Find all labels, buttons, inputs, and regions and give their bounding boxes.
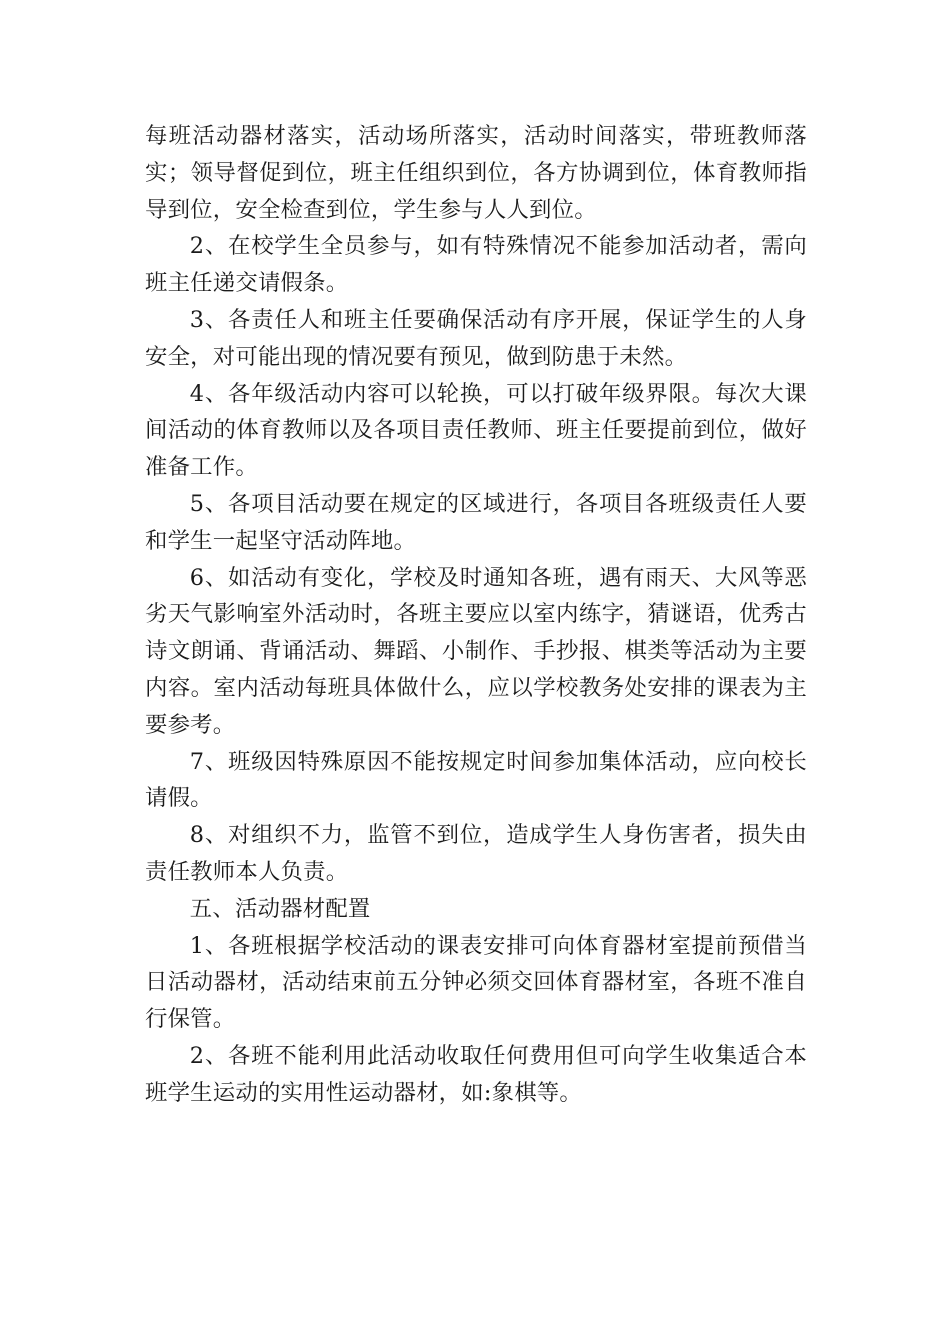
equipment-item-2: 2、各班不能利用此活动收取任何费用但可向学生收集适合本班学生运动的实用性运动器材，如:象棋等。 [145,1042,807,1106]
rule-item-7: 7、班级因特殊原因不能按规定时间参加集体活动，应向校长请假。 [145,748,807,812]
rule-item-6: 6、如活动有变化，学校及时通知各班，遇有雨天、大风等恶劣天气影响室外活动时，各班主要应以室内练字，猜谜语，优秀古诗文朗诵、背诵活动、舞蹈、小制作、手抄报、棋类等活动为主要内容。室内活动每班具体做什么，应以学校教务处安排的课表为主要参考。 [145,564,807,738]
section-heading-equipment: 五、活动器材配置 [189,895,371,922]
rule-item-4: 4、各年级活动内容可以轮换，可以打破年级界限。每次大课间活动的体育教师以及各项目责任教师、班主任要提前到位，做好准备工作。 [145,380,807,481]
rule-item-5: 5、各项目活动要在规定的区域进行，各项目各班级责任人要和学生一起坚守活动阵地。 [145,490,807,554]
rule-item-2: 2、在校学生全员参与，如有特殊情况不能参加活动者，需向班主任递交请假条。 [145,233,807,297]
document-page [145,118,807,1112]
continuation-paragraph: 每班活动器材落实，活动场所落实，活动时间落实，带班教师落实；领导督促到位，班主任组织到位，各方协调到位，体育教师指导到位，安全检查到位，学生参与人人到位。 [145,123,807,223]
rule-item-8: 8、对组织不力，监管不到位，造成学生人身伤害者，损失由责任教师本人负责。 [145,822,807,885]
rule-item-3: 3、各责任人和班主任要确保活动有序开展，保证学生的人身安全，对可能出现的情况要有预见，做到防患于未然。 [145,306,807,370]
equipment-item-1: 1、各班根据学校活动的课表安排可向体育器材室提前预借当日活动器材，活动结束前五分钟必须交回体育器材室，各班不准自行保管。 [145,932,807,1033]
